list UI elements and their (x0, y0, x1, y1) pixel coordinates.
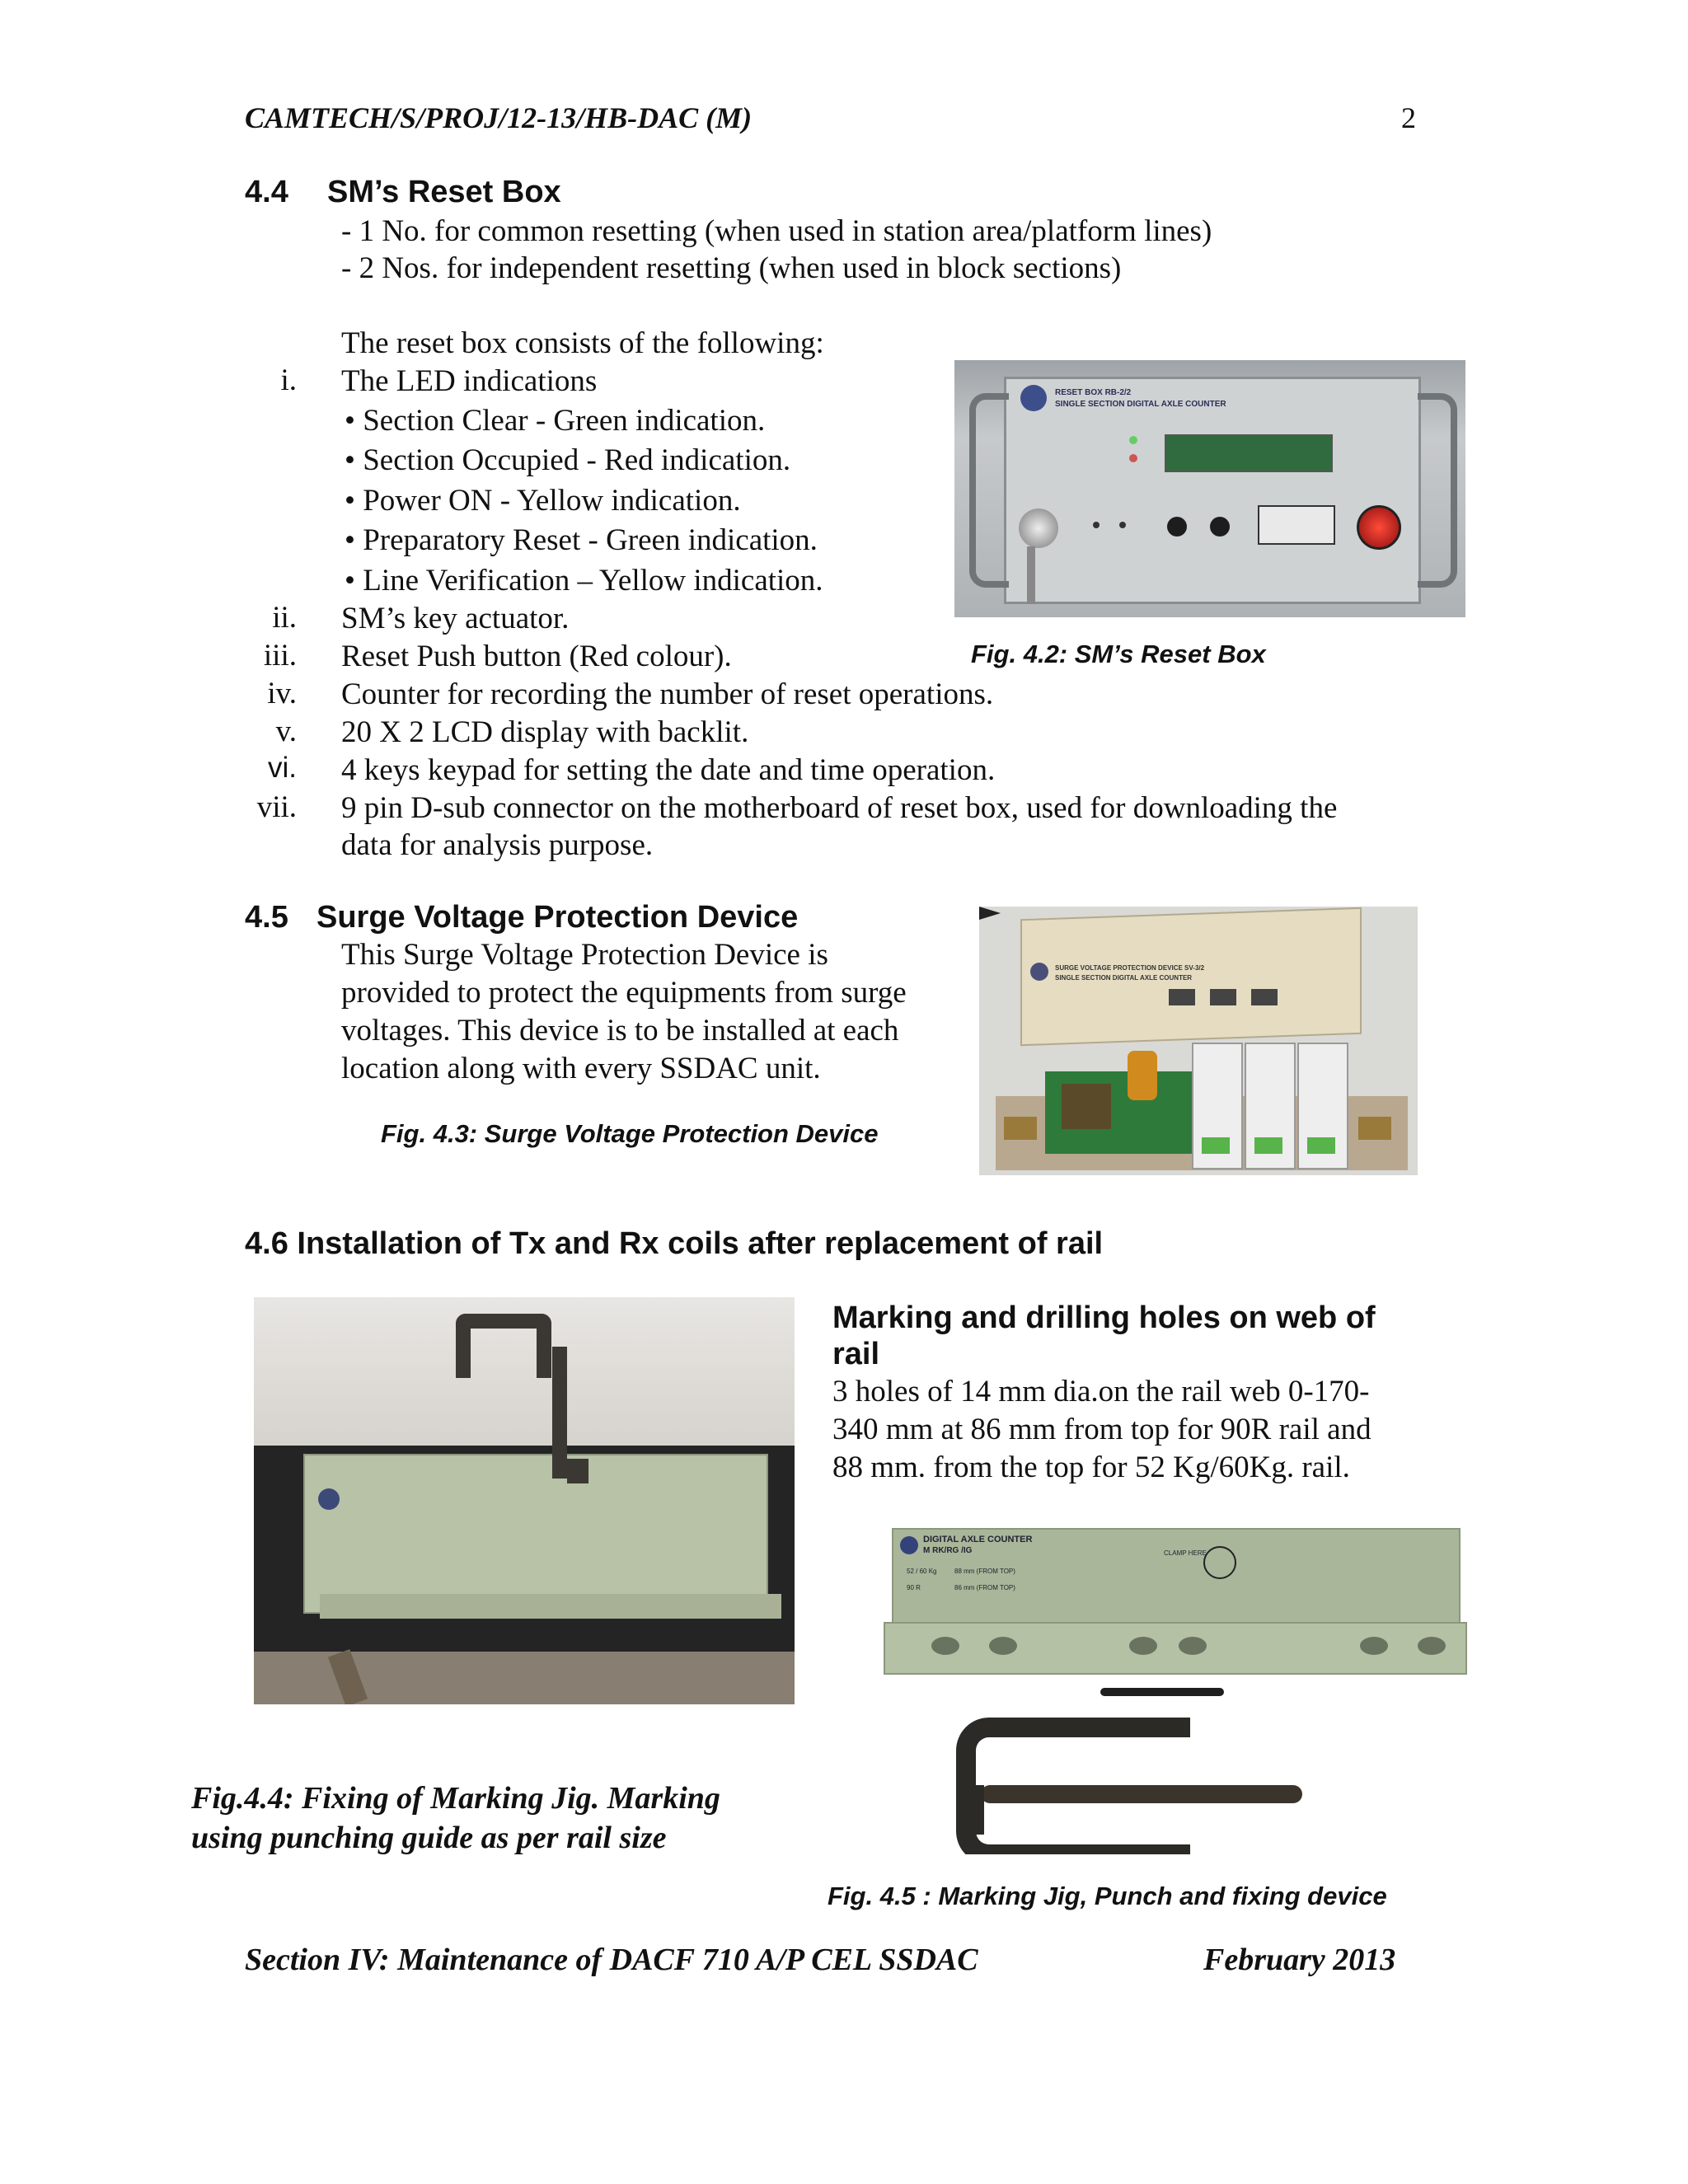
reset-box-photo (954, 360, 1465, 617)
jig-label-sub: M RK/RG /IG (923, 1546, 973, 1555)
list-item-text: Counter for recording the number of reset operations. (341, 677, 994, 711)
list-item-number: vi. (268, 752, 297, 784)
surge-device-description-line: voltages. This device is to be installed at each (341, 1014, 899, 1047)
fig-4-4-caption-line2: using punching guide as per rail size (191, 1821, 667, 1855)
list-item-text: The LED indications (341, 364, 598, 398)
list-item-text: 9 pin D-sub connector on the motherboard of reset box, used for downloading the (341, 791, 1338, 825)
jig-label-title: DIGITAL AXLE COUNTER (923, 1535, 1033, 1544)
list-item-text: data for analysis purpose. (341, 828, 654, 862)
marking-drilling-heading-line2: rail (832, 1337, 880, 1371)
marking-jig-on-rail-photo (254, 1297, 795, 1704)
page-number: 2 (1401, 101, 1416, 134)
drilling-spec-line: 340 mm at 86 mm from top for 90R rail and (832, 1413, 1372, 1446)
jig-label-clamp: CLAMP HERE (1164, 1549, 1207, 1557)
marking-drilling-heading-line1: Marking and drilling holes on web of (832, 1301, 1376, 1335)
surge-device-label-1: SURGE VOLTAGE PROTECTION DEVICE SV-3/2 (1055, 964, 1205, 972)
surge-device-description-line: This Surge Voltage Protection Device is (341, 938, 828, 972)
list-item-text: Reset Push button (Red colour). (341, 640, 732, 673)
footer-section-title: Section IV: Maintenance of DACF 710 A/P CEL SSDAC (245, 1943, 978, 1977)
bullet-section-occupied: • Section Occupied - Red indication. (345, 443, 791, 477)
list-item-number: ii. (272, 601, 297, 635)
section-4-4-number: 4.4 (245, 175, 288, 209)
list-item-number: vii. (256, 790, 297, 824)
list-item-number: v. (275, 715, 297, 748)
list-item-number: iv. (267, 677, 297, 710)
reset-box-count-common: - 1 No. for common resetting (when used in station area/platform lines) (341, 214, 1212, 248)
drilling-spec-line: 3 holes of 14 mm dia.on the rail web 0-170- (832, 1375, 1370, 1408)
list-item-number: iii. (263, 639, 297, 673)
jig-label-rail-c: 90 R (907, 1584, 921, 1591)
section-4-6-title: 4.6 Installation of Tx and Rx coils after replacement of rail (245, 1226, 1104, 1261)
fig-4-2-caption: Fig. 4.2: SM’s Reset Box (971, 640, 1266, 668)
bullet-preparatory-reset: • Preparatory Reset - Green indication. (345, 523, 818, 557)
jig-label-rail-d: 86 mm (FROM TOP) (954, 1584, 1015, 1591)
list-item-text: 4 keys keypad for setting the date and time operation. (341, 753, 996, 787)
drilling-spec-line: 88 mm. from the top for 52 Kg/60Kg. rail. (832, 1451, 1350, 1484)
fig-4-4-caption-line1: Fig.4.4: Fixing of Marking Jig. Marking (191, 1781, 720, 1816)
fig-4-3-caption: Fig. 4.3: Surge Voltage Protection Device (381, 1119, 879, 1148)
section-4-5-title: Surge Voltage Protection Device (316, 900, 799, 935)
marking-jig-punch-clamp-photo (857, 1513, 1469, 1854)
surge-device-description-line: provided to protect the equipments from surge (341, 976, 907, 1010)
fig-4-5-caption: Fig. 4.5 : Marking Jig, Punch and fixing device (828, 1882, 1387, 1910)
reset-box-label-1: RESET BOX RB-2/2 (1055, 388, 1132, 397)
surge-device-label-2: SINGLE SECTION DIGITAL AXLE COUNTER (1055, 974, 1193, 982)
list-item-number: i. (280, 363, 297, 397)
list-item-text: SM’s key actuator. (341, 602, 570, 635)
jig-label-rail-b: 88 mm (FROM TOP) (954, 1568, 1015, 1575)
jig-label-rail-a: 52 / 60 Kg (907, 1568, 937, 1575)
reset-box-count-independent: - 2 Nos. for independent resetting (when used in block sections) (341, 251, 1122, 285)
reset-box-intro: The reset box consists of the following: (341, 326, 824, 360)
section-4-4-title: SM’s Reset Box (327, 175, 561, 209)
reset-box-label-2: SINGLE SECTION DIGITAL AXLE COUNTER (1055, 400, 1226, 409)
bullet-section-clear: • Section Clear - Green indication. (345, 404, 766, 438)
section-4-5-number: 4.5 (245, 900, 288, 935)
document-reference: CAMTECH/S/PROJ/12-13/HB-DAC (M) (245, 101, 753, 134)
footer-date: February 2013 (1203, 1943, 1396, 1977)
bullet-power-on: • Power ON - Yellow indication. (345, 484, 741, 518)
surge-device-photo (979, 907, 1418, 1175)
list-item-text: 20 X 2 LCD display with backlit. (341, 715, 749, 749)
bullet-line-verification: • Line Verification – Yellow indication. (345, 564, 823, 598)
surge-device-description-line: location along with every SSDAC unit. (341, 1052, 821, 1085)
